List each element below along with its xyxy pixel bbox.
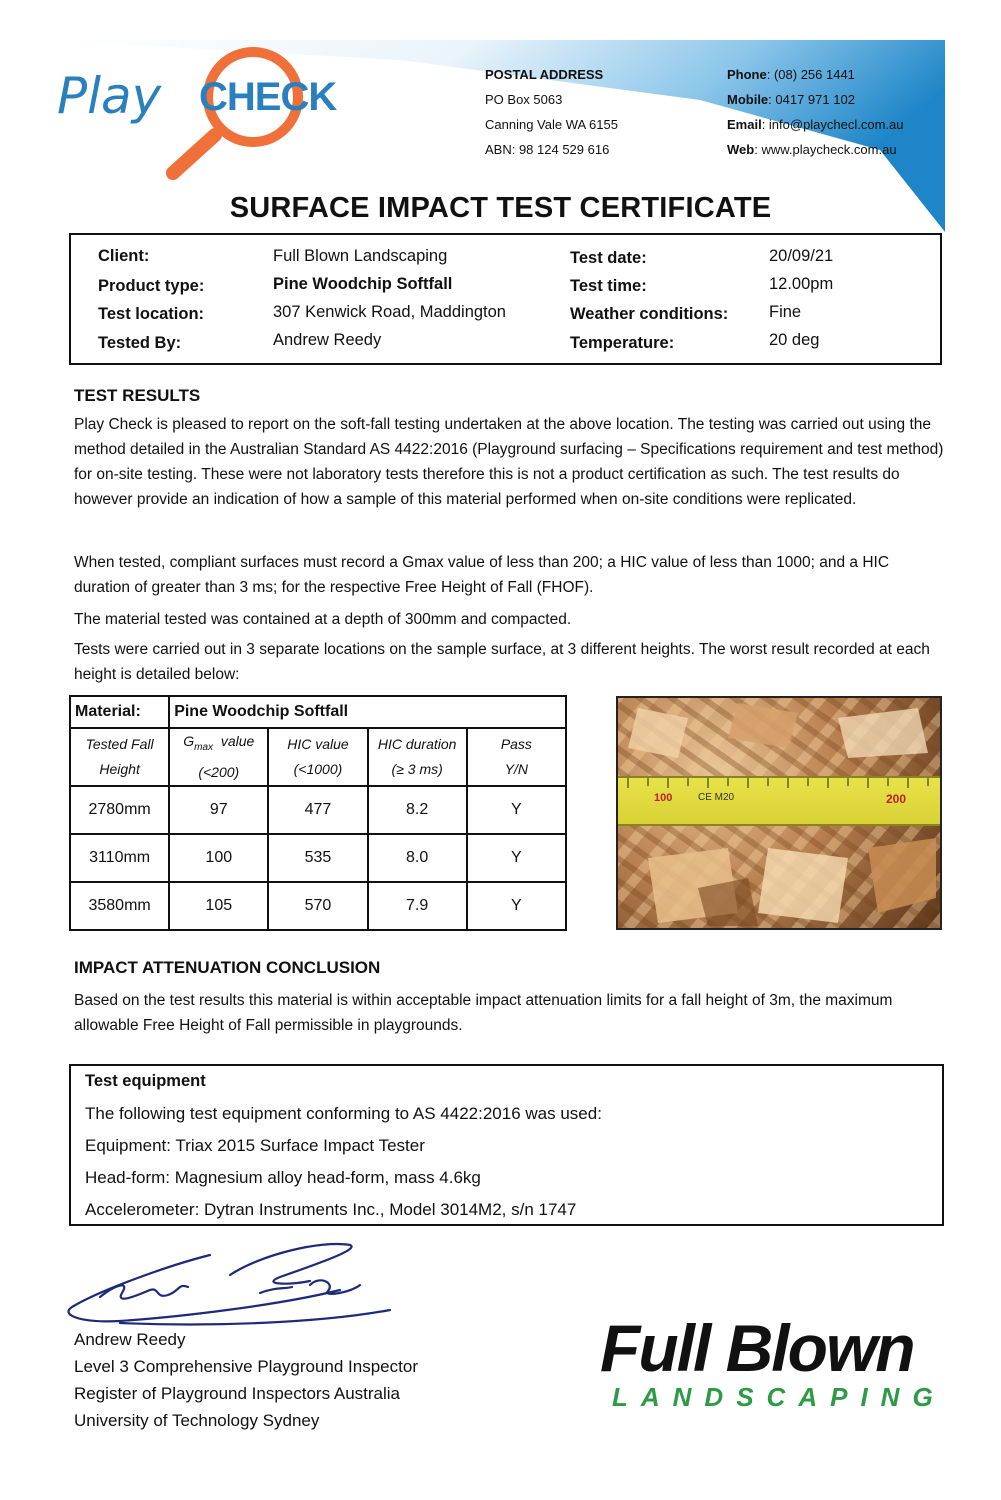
phone-label: Phone [727, 67, 767, 82]
client-logo-main: Full Blown [600, 1311, 914, 1385]
web-label: Web [727, 142, 755, 157]
signoff-block [74, 1326, 418, 1434]
equipment-headform: Head-form: Magnesium alloy head-form, mass 4.6kg [85, 1168, 481, 1187]
equipment-accelerometer: Accelerometer: Dytran Instruments Inc., Model 3014M2, s/n 1747 [85, 1200, 577, 1219]
col-header-line2: Height [99, 761, 140, 777]
logo-check: CHECK [199, 75, 337, 119]
date-value: 20/09/21 [769, 247, 834, 265]
phone: : (08) 256 1441 [766, 67, 855, 82]
temp-label: Temperature: [570, 334, 675, 352]
cell-pass: Y [467, 786, 566, 834]
email-link[interactable]: : info@playchecl.com.au [761, 117, 904, 132]
mobile-label: Mobile [727, 92, 769, 107]
playcheck-logo [55, 45, 337, 185]
weather-label: Weather conditions: [570, 305, 729, 323]
cell-gmax: 100 [169, 834, 268, 882]
equipment-intro: The following test equipment conforming to AS 4422:2016 was used: [85, 1104, 602, 1123]
material-label: Material: [70, 696, 169, 728]
cell-height: 3580mm [70, 882, 169, 930]
measuring-tape [618, 776, 940, 826]
material-value: Pine Woodchip Softfall [169, 696, 566, 728]
info-box [69, 233, 942, 365]
col-header-line2: (<1000) [293, 761, 343, 777]
cell-height: 3110mm [70, 834, 169, 882]
cell-pass: Y [467, 882, 566, 930]
results-paragraph-2: When tested, compliant surfaces must record a Gmax value of less than 200; a HIC value of less than 1000; and a HIC duration of greater than 3 ms; for the respective Free Height of Fall (FHOF). [74, 554, 890, 596]
signoff-register: Register of Playground Inspectors Australia [74, 1384, 401, 1403]
cell-hic: 477 [268, 786, 367, 834]
postal-address [485, 62, 618, 162]
postal-heading: POSTAL ADDRESS [485, 67, 604, 82]
results-paragraph-3: The material tested was contained at a depth of 300mm and compacted. [74, 611, 572, 628]
col-header-line2: (<200) [198, 763, 240, 780]
signoff-uni: University of Technology Sydney [74, 1411, 320, 1430]
table-row [70, 882, 566, 930]
signoff-role: Level 3 Comprehensive Playground Inspector [74, 1357, 418, 1376]
client-value: Full Blown Landscaping [273, 247, 448, 265]
col-header-line2: (≥ 3 ms) [391, 761, 443, 777]
equipment-tester: Equipment: Triax 2015 Surface Impact Tester [85, 1136, 425, 1155]
date-label: Test date: [570, 249, 647, 267]
product-label: Product type: [98, 277, 205, 295]
material-row [70, 696, 566, 728]
po-box: PO Box 5063 [485, 92, 563, 107]
cell-hic: 535 [268, 834, 367, 882]
col-header-line1: HIC value [287, 736, 349, 752]
table-header-row [70, 728, 566, 786]
cell-hic: 570 [268, 882, 367, 930]
web-link[interactable]: : www.playcheck.com.au [754, 142, 897, 157]
client-label: Client: [98, 247, 150, 265]
contact-details [727, 62, 904, 162]
weather-value: Fine [769, 303, 802, 321]
logo-play: Play [57, 67, 162, 125]
col-header-line1: Pass [500, 736, 532, 752]
cell-hic-duration: 8.2 [368, 786, 467, 834]
time-label: Test time: [570, 277, 647, 295]
cell-gmax: 97 [169, 786, 268, 834]
mobile: : 0417 971 102 [768, 92, 855, 107]
col-header-line2: Y/N [504, 761, 529, 777]
cell-height: 2780mm [70, 786, 169, 834]
signature [60, 1235, 440, 1335]
page-title: SURFACE IMPACT TEST CERTIFICATE [229, 192, 772, 224]
col-header-line1b: value [213, 733, 255, 750]
results-paragraph-1: Play Check is pleased to report on the soft-fall testing undertaken at the above location. The testing was carried out using the method detailed in the Australian Standard AS 4422:2016 (Playground surfacing – Specifications requirement and test method) for on-site testing. These were not laboratory tests therefore this is not a product certification as such. The test results do however provide an indication of how a sample of this material performed when on-site conditions were replicated. [74, 416, 944, 508]
signoff-name: Andrew Reedy [74, 1330, 186, 1349]
email-label: Email [727, 117, 762, 132]
cell-gmax: 105 [169, 882, 268, 930]
table-row [70, 834, 566, 882]
location-label: Test location: [98, 305, 205, 323]
location-value: 307 Kenwick Road, Maddington [273, 303, 506, 321]
tape-ce-mark: CE M20 [698, 792, 735, 803]
equipment-heading: Test equipment [85, 1072, 206, 1090]
results-table [69, 695, 567, 931]
col-header-hic-duration [368, 728, 467, 786]
conclusion-heading: IMPACT ATTENUATION CONCLUSION [74, 958, 381, 977]
col-header-pass [467, 728, 566, 786]
tape-mark-100: 100 [654, 792, 673, 804]
suburb: Canning Vale WA 6155 [485, 117, 618, 132]
table-row [70, 786, 566, 834]
cell-pass: Y [467, 834, 566, 882]
col-header-line1: Tested Fall [85, 736, 154, 752]
results-heading: TEST RESULTS [74, 386, 201, 405]
equipment-box [69, 1064, 944, 1226]
tape-mark-200: 200 [886, 792, 907, 806]
time-value: 12.00pm [769, 275, 834, 293]
tested-by-value: Andrew Reedy [273, 331, 382, 349]
woodchip-photo [616, 696, 942, 930]
col-header-gmax [169, 728, 268, 786]
client-logo-sub: LANDSCAPING [612, 1382, 946, 1412]
col-header-sub: max [194, 741, 214, 753]
tested-by-label: Tested By: [98, 334, 182, 352]
client-logo [600, 1310, 945, 1413]
product-value: Pine Woodchip Softfall [273, 275, 453, 293]
cell-hic-duration: 8.0 [368, 834, 467, 882]
cell-hic-duration: 7.9 [368, 882, 467, 930]
col-header-height [70, 728, 169, 786]
col-header-line1: HIC duration [377, 736, 457, 752]
col-header-hic [268, 728, 367, 786]
results-paragraph-4: Tests were carried out in 3 separate locations on the sample surface, at 3 different heights. The worst result recorded at each height is detailed below: [74, 641, 930, 683]
col-header-line1: G [183, 733, 195, 750]
temp-value: 20 deg [769, 331, 820, 349]
abn: ABN: 98 124 529 616 [485, 142, 610, 157]
conclusion-text: Based on the test results this material is within acceptable impact attenuation limits for a fall height of 3m, the maximum allowable Free Height of Fall permissible in playgrounds. [74, 992, 893, 1034]
